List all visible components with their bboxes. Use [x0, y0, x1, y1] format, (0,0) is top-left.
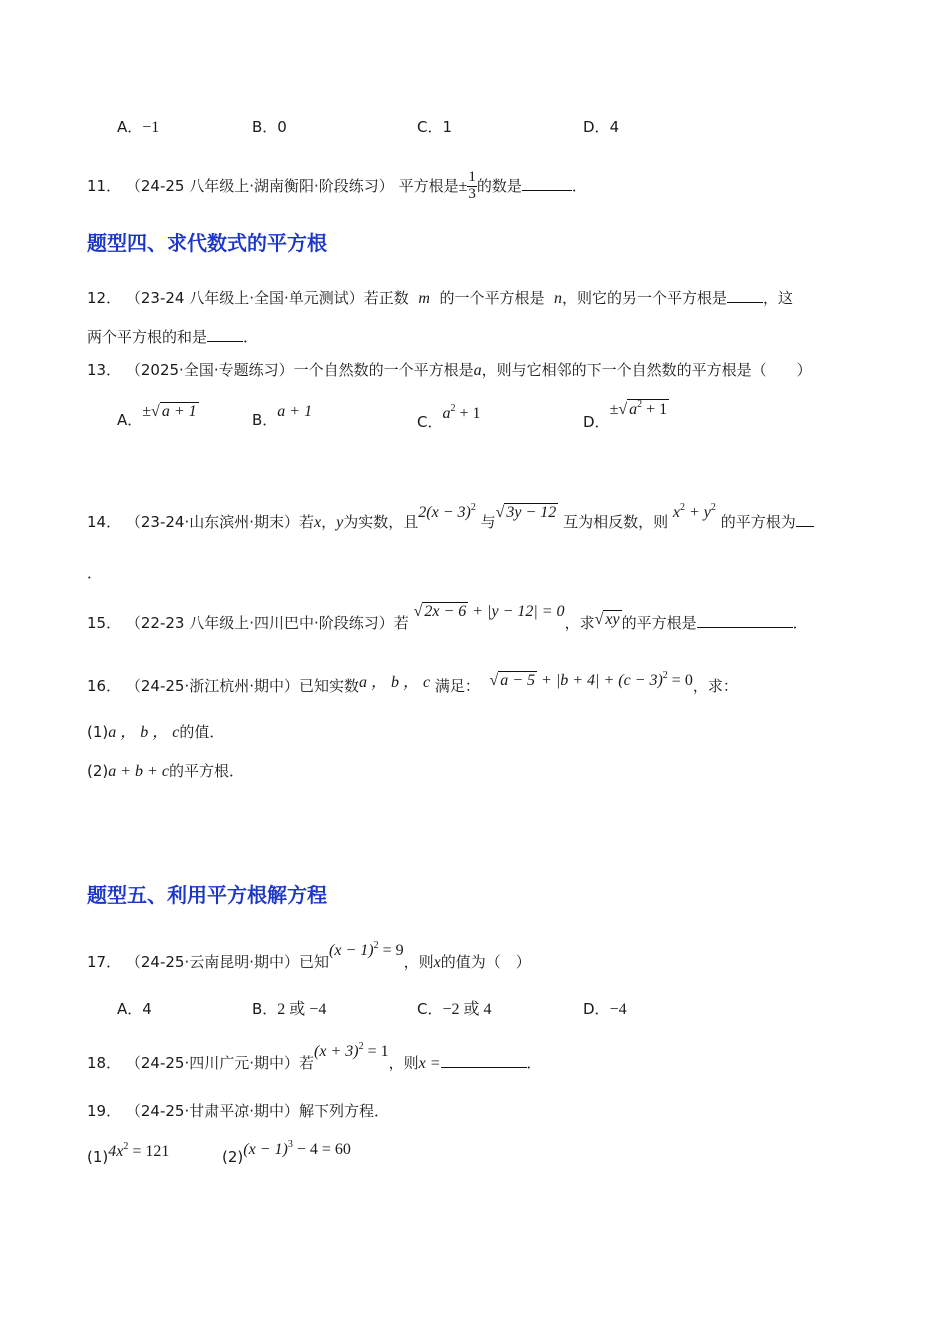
answer-blank[interactable]	[796, 512, 814, 527]
question-11: 11． （24-25 八年级上·湖南衡阳·阶段练习） 平方根是± $\frac{1}{3}$ 的数是 ．	[87, 169, 587, 202]
answer-blank[interactable]	[441, 1053, 527, 1068]
q17-option-d: D．−4	[583, 1000, 627, 1018]
question-19: 19． （24-25·甘肃平凉·期中）解下列方程．	[87, 1102, 390, 1120]
question-16: 16． （24-25·浙江杭州·期中）已知实数a ， b ， c 满足： √ $a - 5 + |b + 4| + (c - 3)^2 = 0$，求：	[87, 670, 738, 695]
answer-blank[interactable]	[727, 288, 763, 303]
answer-blank[interactable]	[697, 613, 793, 628]
q13-option-d: D．±√ $a^2 + 1$	[583, 399, 668, 431]
question-14: 14． （23-24·山东滨州·期末）若x，y为实数，且$2(x - 3)^2$ 与√ 3y − 12 互为相反数，则 $x^2 + y^2$ 的平方根为	[87, 512, 814, 531]
question-source: （24-25 八年级上·湖南衡阳·阶段练习）	[125, 176, 394, 195]
q17-option-c: C．−2 或 4	[417, 1000, 492, 1018]
question-14-end: ．	[87, 564, 103, 582]
question-12: 12． （23-24 八年级上·全国·单元测试）若正数 m 的一个平方根是 n，则它的另一个平方根是 ，这	[87, 289, 794, 307]
section-heading-4: 题型四、求代数式的平方根	[87, 231, 327, 255]
question-19-part1: $(1)4x^2 = 121$	[87, 1141, 170, 1166]
section-heading-5: 题型五、利用平方根解方程	[87, 883, 327, 907]
q17-option-b: B．2 或 −4	[252, 1000, 327, 1018]
q10-option-c: C．1	[417, 118, 453, 136]
q13-option-a: A．±√ a + 1	[117, 403, 197, 429]
question-13: 13． （2025·全国·专题练习）一个自然数的一个平方根是a，则与它相邻的下一个自然数的平方根是（ ）	[87, 361, 812, 379]
q10-option-b: B．0	[252, 118, 287, 136]
q13-option-b: B．a + 1	[252, 403, 313, 429]
question-19-part2: $(2)(x - 1)^3 - 4 = 60$	[222, 1139, 351, 1166]
question-16-part1: (1)a ， b ， c的值．	[87, 723, 225, 741]
answer-blank[interactable]	[522, 176, 572, 191]
question-17: 17． （24-25·云南昆明·期中）已知$(x - 1)^2 = 9$，则x的值为（ ）	[87, 940, 531, 971]
fraction: $\frac{1}{3}$	[468, 169, 476, 202]
answer-blank[interactable]	[207, 327, 243, 342]
q17-option-a: A．4	[117, 1000, 152, 1018]
q10-option-a: A．−1	[117, 118, 160, 136]
q13-option-c: C．$a^2 + 1$	[417, 403, 481, 431]
question-number: 11．	[87, 176, 122, 195]
question-16-part2: (2)a + b + c的平方根．	[87, 762, 244, 780]
question-15: 15． （22-23 八年级上·四川巴中·阶段练习）若 √ 2x − 6 + |y − 12| = 0，求√ xy 的平方根是 ．	[87, 603, 808, 632]
q10-option-d: D．4	[583, 118, 620, 136]
question-18: 18． （24-25·四川广元·期中）若$(x + 3)^2 = 1$，则x = ．	[87, 1041, 542, 1072]
question-12-line2: 两个平方根的和是 ．	[87, 328, 259, 346]
